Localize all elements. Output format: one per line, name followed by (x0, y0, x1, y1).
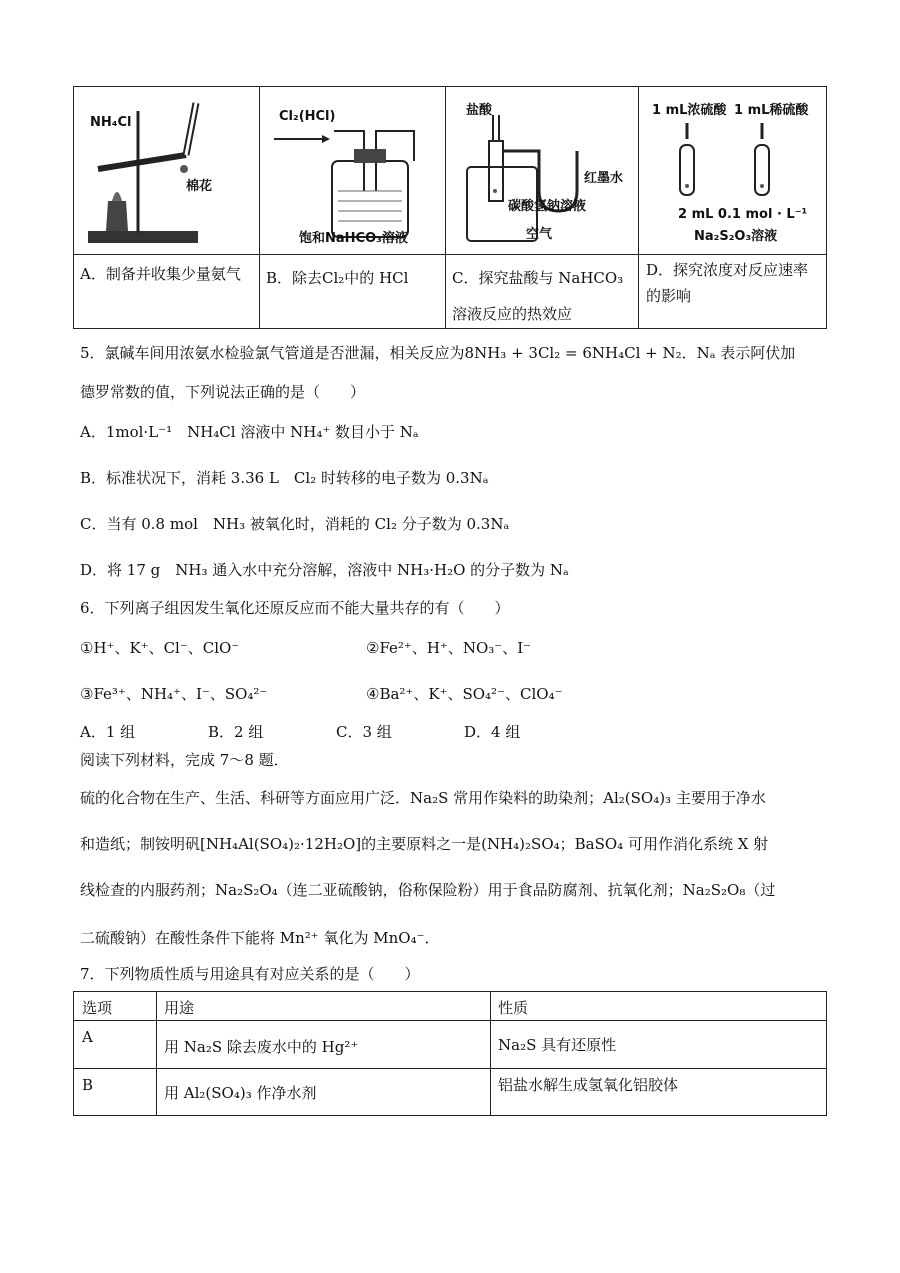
q7-row-b-use: 用 Al₂(SO₄)₃ 作净水剂 (164, 1084, 317, 1102)
q5-option-d: D．将 17 g NH₃ 通入水中充分溶解，溶液中 NH₃·H₂O 的分子数为 Nₐ (80, 561, 569, 579)
q5-option-b: B．标准状况下，消耗 3.36 L Cl₂ 时转移的电子数为 0.3Nₐ (80, 469, 489, 487)
reading-para-line3: 线检查的内服药剂；Na₂S₂O₄（连二亚硫酸钠，俗称保险粉）用于食品防腐剂、抗氧化剂；Na₂S₂O₈（过 (80, 881, 776, 899)
reading-para-line2: 和造纸；制铵明矾[NH₄Al(SO₄)₂·12H₂O]的主要原料之一是(NH₄)₂SO₄；BaSO₄ 可用作消化系统 X 射 (80, 835, 769, 853)
q6-option-a: A．1 组 (80, 723, 136, 741)
q7-header-property: 性质 (498, 999, 529, 1017)
q6-option-c: C．3 组 (336, 723, 392, 741)
caption-a: A．制备并收集少量氨气 (80, 265, 241, 283)
label-cotton: 棉花 (186, 179, 213, 194)
label-red-ink: 红墨水 (584, 171, 624, 186)
q5-option-c: C．当有 0.8 mol NH₃ 被氧化时，消耗的 Cl₂ 分子数为 0.3Nₐ (80, 515, 510, 533)
reading-para-line4: 二硫酸钠）在酸性条件下能将 Mn²⁺ 氧化为 MnO₄⁻． (80, 929, 440, 947)
q6-stem: 6．下列离子组因发生氧化还原反应而不能大量共存的有（ ） (80, 599, 510, 617)
label-hcl: 盐酸 (466, 103, 493, 118)
reading-para-line1: 硫的化合物在生产、生活、科研等方面应用广泛．Na₂S 常用作染料的助染剂；Al₂(SO₄)₃ 主要用于净水 (80, 789, 766, 807)
q6-group-4: ④Ba²⁺、K⁺、SO₄²⁻、ClO₄⁻ (366, 685, 563, 703)
label-nh4cl: NH₄Cl (90, 115, 132, 130)
q7-header-use: 用途 (164, 999, 195, 1017)
caption-c-line2: 溶液反应的热效应 (452, 305, 573, 323)
q7-table (73, 991, 827, 1116)
reading-intro: 阅读下列材料，完成 7～8 题． (80, 751, 289, 769)
q6-group-1: ①H⁺、K⁺、Cl⁻、ClO⁻ (80, 639, 240, 657)
q7-row-a-use: 用 Na₂S 除去废水中的 Hg²⁺ (164, 1038, 359, 1056)
label-cl2-hcl: Cl₂(HCl) (279, 109, 336, 124)
label-na2s2o3-conc: 2 mL 0.1 mol · L⁻¹ (678, 207, 808, 222)
q7-row-a-property: Na₂S 具有还原性 (498, 1036, 617, 1054)
label-nahco3: 饱和NaHCO₃溶液 (299, 231, 408, 246)
q7-header-option: 选项 (82, 999, 113, 1017)
caption-b: B．除去Cl₂中的 HCl (266, 269, 409, 287)
q6-group-2: ②Fe²⁺、H⁺、NO₃⁻、I⁻ (366, 639, 532, 657)
caption-d-line2: 的影响 (646, 287, 692, 305)
label-air: 空气 (526, 227, 553, 242)
q7-stem: 7．下列物质性质与用途具有对应关系的是（ ） (80, 965, 420, 983)
q6-option-b: B．2 组 (208, 723, 264, 741)
apparatus-table (73, 86, 827, 329)
q7-row-b-property: 铝盐水解生成氢氧化铝胶体 (498, 1076, 679, 1094)
q6-group-3: ③Fe³⁺、NH₄⁺、I⁻、SO₄²⁻ (80, 685, 268, 703)
q7-row-a-option: A (82, 1028, 93, 1046)
q6-option-d: D．4 组 (464, 723, 521, 741)
caption-d-line1: D．探究浓度对反应速率 (646, 261, 809, 279)
q7-row-b-option: B (82, 1076, 94, 1094)
label-dilute-h2so4: 1 mL稀硫酸 (734, 103, 809, 118)
label-conc-h2so4: 1 mL浓硫酸 (652, 103, 727, 118)
label-na2s2o3: Na₂S₂O₃溶液 (694, 229, 778, 244)
label-nahco3-solution: 碳酸氢钠溶液 (508, 199, 587, 214)
q5-stem-line1: 5．氯碱车间用浓氨水检验氯气管道是否泄漏，相关反应为8NH₃ + 3Cl₂ = 6NH₄Cl + N₂．Nₐ 表示阿伏加 (80, 344, 796, 362)
caption-c-line1: C．探究盐酸与 NaHCO₃ (452, 269, 624, 287)
q5-option-a: A．1mol·L⁻¹ NH₄Cl 溶液中 NH₄⁺ 数目小于 Nₐ (80, 423, 419, 441)
q5-stem-line2: 德罗常数的值，下列说法正确的是（ ） (80, 383, 366, 401)
